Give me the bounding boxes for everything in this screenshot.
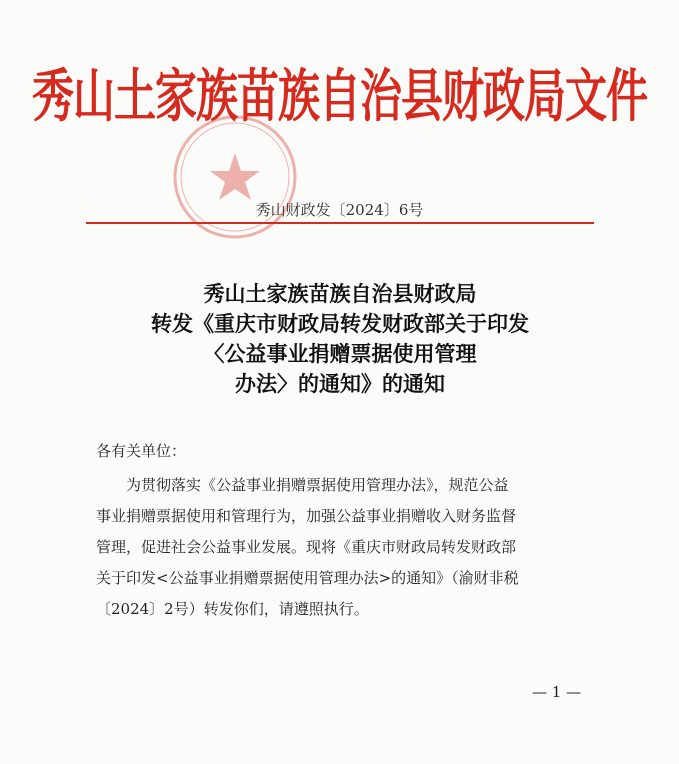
body-line: 事业捐赠票据使用和管理行为，加强公益事业捐赠收入财务监督: [96, 507, 517, 525]
body-line: 〔2024〕2号）转发你们，请遵照执行。: [96, 600, 369, 618]
document-title: [70, 279, 610, 399]
title-line: 〈公益事业捐赠票据使用管理: [203, 341, 477, 366]
red-divider-line: [86, 222, 594, 224]
salutation: 各有关单位：: [96, 442, 187, 460]
body-line: 为贯彻落实《公益事业捐赠票据使用管理办法》，规范公益: [96, 476, 509, 494]
body-line: 关于印发<公益事业捐赠票据使用管理办法>的通知》（渝财非税: [96, 569, 519, 587]
title-line: 办法〉的通知》的通知: [235, 371, 445, 396]
body-line: 管理，促进社会公益事业发展。现将《重庆市财政局转发财政部: [96, 538, 517, 556]
body-paragraph: [96, 470, 596, 625]
document-number: 秀山财政发〔2024〕6号: [255, 201, 424, 219]
page-number: — 1 —: [532, 683, 582, 701]
title-line: 转发《重庆市财政局转发财政部关于印发: [151, 311, 529, 336]
document-header-title: 秀山土家族苗族自治县财政局文件: [31, 62, 647, 129]
title-line: 秀山土家族苗族自治县财政局: [203, 281, 477, 306]
